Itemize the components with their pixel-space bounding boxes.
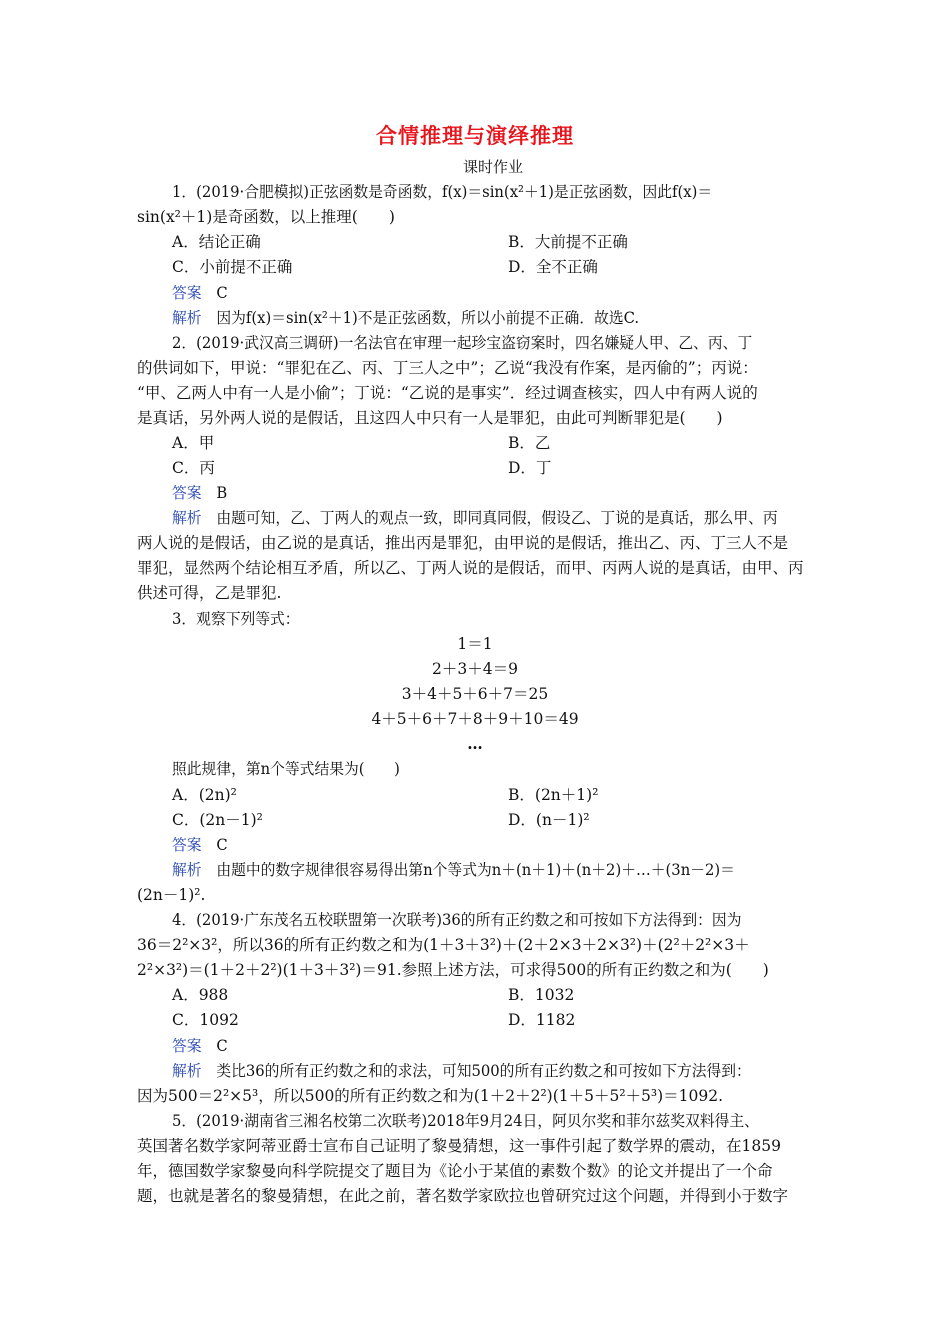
q4-answer [172, 1034, 820, 1059]
answer-label: 答案 [172, 836, 202, 854]
q5-line-3: 年，德国数学家黎曼向科学院提交了题目为《论小于某值的素数个数》的论文并提出了一个命 [137, 1162, 773, 1180]
analysis-label: 解析 [172, 309, 202, 327]
page-subtitle: 课时作业 [462, 158, 523, 176]
q1-option-a: A．结论正确 [172, 233, 261, 251]
q3-line-1: 3．观察下列等式： [172, 610, 300, 628]
q4-analysis-line-2: 因为500＝2²×5³，所以500的所有正约数之和为(1＋2＋2²)(1＋5＋5²＋5³)＝1092. [137, 1087, 724, 1105]
q3-option-a: A．(2n)² [172, 786, 237, 804]
q3-option-c: C．(2n－1)² [172, 811, 263, 829]
q1-line-1: 1．(2019·合肥模拟)正弦函数是奇函数，f(x)＝sin(x²＋1)是正弦函数，因此f(x)＝ [172, 183, 713, 201]
q2-line-1: 2．(2019·武汉高三调研)一名法官在审理一起珍宝盗窃案时，四名嫌疑人甲、乙、丙、丁 [172, 334, 753, 352]
q3-equation-4: 4＋5＋6＋7＋8＋9＋10＝49 [371, 710, 579, 728]
q1-answer-value: C [216, 284, 228, 302]
q1-analysis [172, 306, 820, 331]
q3-equation-ellipsis: … [467, 734, 483, 753]
answer-label: 答案 [172, 284, 202, 302]
q1-answer [172, 281, 820, 306]
q2-analysis-text-1: 由题可知，乙、丁两人的观点一致，即同真同假，假设乙、丁说的是真话，那么甲、丙 [216, 509, 778, 527]
q3-equation-1: 1＝1 [457, 635, 493, 653]
q2-line-4: 是真话，另外两人说的是假话，且这四人中只有一人是罪犯，由此可判断罪犯是( ) [137, 409, 723, 427]
analysis-label: 解析 [172, 861, 202, 879]
q1-option-c: C．小前提不正确 [172, 258, 293, 276]
q3-equation-3: 3＋4＋5＋6＋7＝25 [401, 685, 549, 703]
q4-option-d: D．1182 [508, 1011, 576, 1029]
analysis-label: 解析 [172, 509, 202, 527]
q2-analysis [172, 506, 820, 531]
q4-analysis-text-1: 类比36的所有正约数之和的求法，可知500的所有正约数之和可按如下方法得到： [216, 1062, 751, 1080]
q2-analysis-line-4: 供述可得，乙是罪犯. [137, 584, 282, 602]
q3-answer-value: C [216, 836, 228, 854]
q2-line-3: “甲、乙两人中有一人是小偷”；丁说：“乙说的是事实”．经过调查核实，四人中有两人说的 [137, 384, 758, 402]
q1-option-b: B．大前提不正确 [508, 233, 628, 251]
q1-line-2: sin(x²＋1)是奇函数，以上推理( ) [137, 208, 395, 226]
answer-label: 答案 [172, 484, 202, 502]
q4-answer-value: C [216, 1037, 228, 1055]
q2-line-2: 的供词如下，甲说：“罪犯在乙、丙、丁三人之中”；乙说“我没有作案，是丙偷的”；丙说： [137, 359, 758, 377]
q4-line-1: 4．(2019·广东茂名五校联盟第一次联考)36的所有正约数之和可按如下方法得到：因为 [172, 911, 742, 929]
q4-option-b: B．1032 [508, 986, 575, 1004]
q3-option-d: D．(n－1)² [508, 811, 590, 829]
q2-analysis-line-2: 两人说的是假话，由乙说的是真话，推出丙是罪犯，由甲说的是假话，推出乙、丙、丁三人不是 [137, 534, 789, 552]
q4-option-a: A．988 [172, 986, 229, 1004]
q3-line-2: 照此规律，第n个等式结果为( ) [172, 760, 400, 778]
q3-equation-2: 2＋3＋4＝9 [432, 660, 518, 678]
q2-answer [172, 481, 820, 506]
q5-line-4: 题，也就是著名的黎曼猜想，在此之前，著名数学家欧拉也曾研究过这个问题，并得到小于数字 [137, 1187, 789, 1205]
q4-line-2: 36＝2²×3²，所以36的所有正约数之和为(1＋3＋3²)＋(2＋2×3＋2×3²)＋(2²＋2²×3＋ [137, 936, 750, 954]
q5-line-2: 英国著名数学家阿蒂亚爵士宣布自己证明了黎曼猜想，这一事件引起了数学界的震动，在1859 [137, 1137, 781, 1155]
q2-analysis-line-3: 罪犯，显然两个结论相互矛盾，所以乙、丁两人说的是假话，而甲、丙两人说的是真话，由甲、丙 [137, 559, 804, 577]
analysis-label: 解析 [172, 1062, 202, 1080]
q1-analysis-text: 因为f(x)＝sin(x²＋1)不是正弦函数，所以小前提不正确．故选C. [216, 309, 640, 327]
q2-option-a: A．甲 [172, 434, 215, 452]
q3-analysis [172, 858, 820, 883]
q3-analysis-line-2: (2n－1)². [137, 886, 206, 904]
answer-label: 答案 [172, 1037, 202, 1055]
page-title: 合情推理与演绎推理 [376, 123, 574, 148]
q3-analysis-text-1: 由题中的数字规律很容易得出第n个等式为n＋(n＋1)＋(n＋2)＋…＋(3n－2)＝ [216, 861, 735, 879]
q2-option-b: B．乙 [508, 434, 551, 452]
q4-analysis [172, 1059, 820, 1084]
q3-option-b: B．(2n＋1)² [508, 786, 599, 804]
q2-option-d: D．丁 [508, 459, 552, 477]
q4-option-c: C．1092 [172, 1011, 239, 1029]
q1-option-d: D．全不正确 [508, 258, 598, 276]
q3-answer [172, 833, 820, 858]
q2-option-c: C．丙 [172, 459, 215, 477]
q2-answer-value: B [216, 484, 228, 502]
q4-line-3: 2²×3²)＝(1＋2＋2²)(1＋3＋3²)＝91.参照上述方法，可求得500的所有正约数之和为( ) [137, 961, 769, 979]
q5-line-1: 5．(2019·湖南省三湘名校第二次联考)2018年9月24日，阿贝尔奖和菲尔兹奖双料得主、 [172, 1112, 759, 1130]
